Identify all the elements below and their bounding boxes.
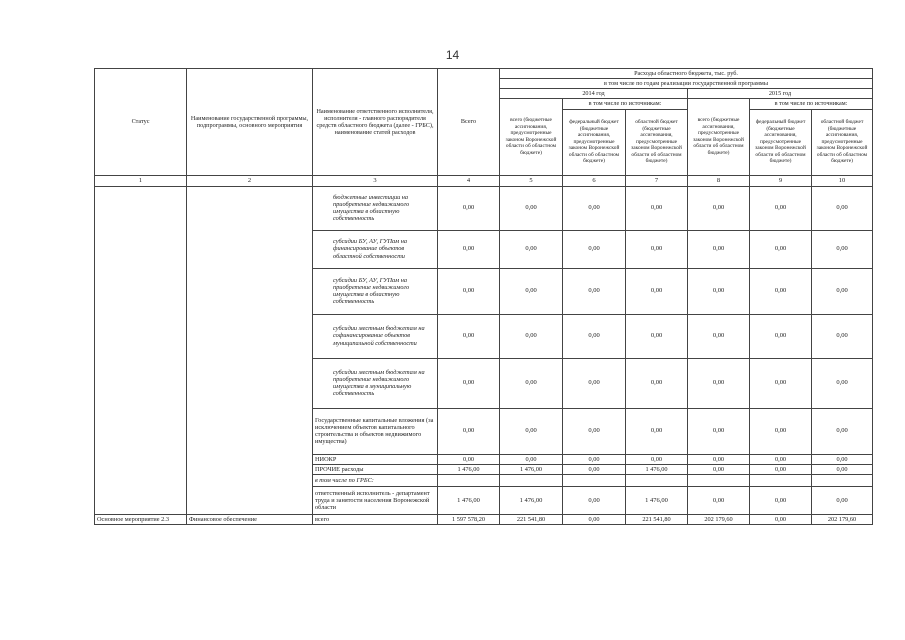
row-label: субсидии БУ, АУ, ГУПам на финансирование объектов областной собственности <box>313 230 438 268</box>
row-label: субсидии местным бюджетам на приобретение недвижимого имущества в муниципальную собственность <box>313 358 438 408</box>
row-label: ответственный исполнитель - департамент труда и занятости населения Воронежской области <box>313 487 438 515</box>
header-col6: федеральный бюджет (бюджетные ассигнования, предусмотренные законом Воронежской области об областном бюджете) <box>563 109 626 175</box>
cell-value <box>626 474 688 486</box>
final-program: Финансовое обеспечение <box>187 515 313 525</box>
cell-value: 0,00 <box>438 454 500 464</box>
cell-value <box>812 474 873 486</box>
column-number: 2 <box>187 175 313 186</box>
cell-value <box>750 474 812 486</box>
header-col9: федеральный бюджет (бюджетные ассигнования, предусмотренные законом Воронежской области об областном бюджете) <box>750 109 812 175</box>
cell-value: 1 476,00 <box>438 464 500 474</box>
cell-value: 1 476,00 <box>626 487 688 515</box>
column-number: 4 <box>438 175 500 186</box>
cell-value: 0,00 <box>500 314 563 358</box>
cell-value: 0,00 <box>438 358 500 408</box>
cell-value: 0,00 <box>688 358 750 408</box>
cell-value: 0,00 <box>500 268 563 314</box>
cell-value <box>688 474 750 486</box>
header-sources-2014: в том числе по источникам: <box>563 99 688 109</box>
column-number: 10 <box>812 175 873 186</box>
cell-value: 0,00 <box>750 268 812 314</box>
header-by-years: в том числе по годам реализации государственной программы <box>500 79 873 89</box>
cell-value: 0,00 <box>563 454 626 464</box>
cell-value: 0,00 <box>500 186 563 230</box>
cell-value: 0,00 <box>688 464 750 474</box>
column-number: 6 <box>563 175 626 186</box>
row-label: в том числе по ГРБС: <box>313 474 438 486</box>
cell-value <box>563 474 626 486</box>
cell-value: 0,00 <box>750 515 812 525</box>
cell-value: 1 476,00 <box>500 487 563 515</box>
cell-value: 0,00 <box>688 314 750 358</box>
cell-value: 0,00 <box>563 268 626 314</box>
cell-value: 0,00 <box>688 268 750 314</box>
header-col7: областной бюджет (бюджетные ассигнования, предусмотренные законом Воронежской области об областном бюджете) <box>626 109 688 175</box>
column-number: 1 <box>95 175 187 186</box>
cell-value: 1 476,00 <box>438 487 500 515</box>
cell-value: 0,00 <box>626 358 688 408</box>
cell-value: 0,00 <box>688 408 750 454</box>
row-label: субсидии БУ, АУ, ГУПам на приобретение недвижимого имущества в областную собственность <box>313 268 438 314</box>
cell-value: 0,00 <box>812 454 873 464</box>
cell-value: 221 541,80 <box>626 515 688 525</box>
cell-value: 0,00 <box>438 314 500 358</box>
cell-value: 0,00 <box>438 230 500 268</box>
cell-value: 0,00 <box>750 408 812 454</box>
cell-value <box>438 474 500 486</box>
cell-value: 1 597 578,20 <box>438 515 500 525</box>
table-row <box>95 515 873 525</box>
cell-value: 0,00 <box>688 487 750 515</box>
cell-value: 0,00 <box>812 408 873 454</box>
cell-value: 0,00 <box>500 408 563 454</box>
cell-value: 0,00 <box>626 454 688 464</box>
cell-value: 0,00 <box>626 186 688 230</box>
table-row <box>95 186 873 230</box>
cell-value: 0,00 <box>563 358 626 408</box>
cell-value: 0,00 <box>626 268 688 314</box>
header-year-2014: 2014 год <box>500 89 688 99</box>
cell-value: 1 476,00 <box>500 464 563 474</box>
header-year-2015: 2015 год <box>688 89 873 99</box>
row-label: субсидии местным бюджетам на софинансирование объектов муниципальной собственности <box>313 314 438 358</box>
column-number: 9 <box>750 175 812 186</box>
cell-value: 0,00 <box>563 464 626 474</box>
cell-value: 221 541,80 <box>500 515 563 525</box>
page-number: 14 <box>445 48 460 62</box>
column-number: 5 <box>500 175 563 186</box>
budget-table <box>94 68 873 525</box>
cell-value: 0,00 <box>563 408 626 454</box>
cell-value: 0,00 <box>750 358 812 408</box>
cell-value: 0,00 <box>750 230 812 268</box>
column-number: 3 <box>313 175 438 186</box>
cell-value: 0,00 <box>438 268 500 314</box>
cell-value: 0,00 <box>812 314 873 358</box>
column-number: 8 <box>688 175 750 186</box>
cell-value: 0,00 <box>750 314 812 358</box>
cell-value: 0,00 <box>812 464 873 474</box>
header-col5: всего (бюджетные ассигнования, предусмотренные законом Воронежской области об областном бюджете) <box>500 99 563 175</box>
status-cell-empty <box>95 186 187 515</box>
cell-value: 0,00 <box>500 454 563 464</box>
cell-value: 0,00 <box>438 408 500 454</box>
cell-value: 0,00 <box>438 186 500 230</box>
cell-value: 0,00 <box>812 268 873 314</box>
cell-value: 0,00 <box>626 408 688 454</box>
cell-value: 0,00 <box>563 186 626 230</box>
cell-value: 0,00 <box>626 314 688 358</box>
cell-value: 202 179,60 <box>812 515 873 525</box>
cell-value: 0,00 <box>688 230 750 268</box>
program-cell-empty <box>187 186 313 515</box>
row-label: бюджетные инвестиции на приобретение недвижимого имущества в областную собственность <box>313 186 438 230</box>
cell-value: 0,00 <box>563 314 626 358</box>
cell-value: 0,00 <box>812 487 873 515</box>
cell-value: 0,00 <box>750 464 812 474</box>
cell-value: 0,00 <box>563 230 626 268</box>
header-col8: всего (бюджетные ассигнования, предусмотренные законом Воронежской области об областном бюджете) <box>688 99 750 175</box>
header-total: Всего <box>438 69 500 176</box>
cell-value: 0,00 <box>812 358 873 408</box>
cell-value: 0,00 <box>500 358 563 408</box>
row-label: ПРОЧИЕ расходы <box>313 464 438 474</box>
header-status: Статус <box>95 69 187 176</box>
cell-value <box>500 474 563 486</box>
header-expenses: Расходы областного бюджета, тыс. руб. <box>500 69 873 79</box>
cell-value: 0,00 <box>688 454 750 464</box>
final-label: всего <box>313 515 438 525</box>
cell-value: 0,00 <box>563 515 626 525</box>
row-label: Государственные капитальные вложения (за исключением объектов капитального строительства и объектов недвижимого имущества) <box>313 408 438 454</box>
column-number: 7 <box>626 175 688 186</box>
cell-value: 0,00 <box>750 186 812 230</box>
cell-value: 0,00 <box>688 186 750 230</box>
header-col10: областной бюджет (бюджетные ассигнования, предусмотренные законом Воронежской области об областном бюджете) <box>812 109 873 175</box>
cell-value: 0,00 <box>750 487 812 515</box>
header-sources-2015: в том числе по источникам: <box>750 99 873 109</box>
final-status: Основное мероприятие 2.3 <box>95 515 187 525</box>
header-program: Наименование государственной программы, подпрограммы, основного мероприятия <box>187 69 313 176</box>
cell-value: 0,00 <box>812 186 873 230</box>
cell-value: 1 476,00 <box>626 464 688 474</box>
cell-value: 0,00 <box>563 487 626 515</box>
cell-value: 0,00 <box>750 454 812 464</box>
row-label: НИОКР <box>313 454 438 464</box>
column-number-row <box>95 175 873 186</box>
cell-value: 202 179,60 <box>688 515 750 525</box>
header-executor: Наименование ответственного исполнителя, исполнителя - главного распорядителя средств областного бюджета (далее - ГРБС), наименование статей расходов <box>313 69 438 176</box>
cell-value: 0,00 <box>626 230 688 268</box>
cell-value: 0,00 <box>500 230 563 268</box>
cell-value: 0,00 <box>812 230 873 268</box>
